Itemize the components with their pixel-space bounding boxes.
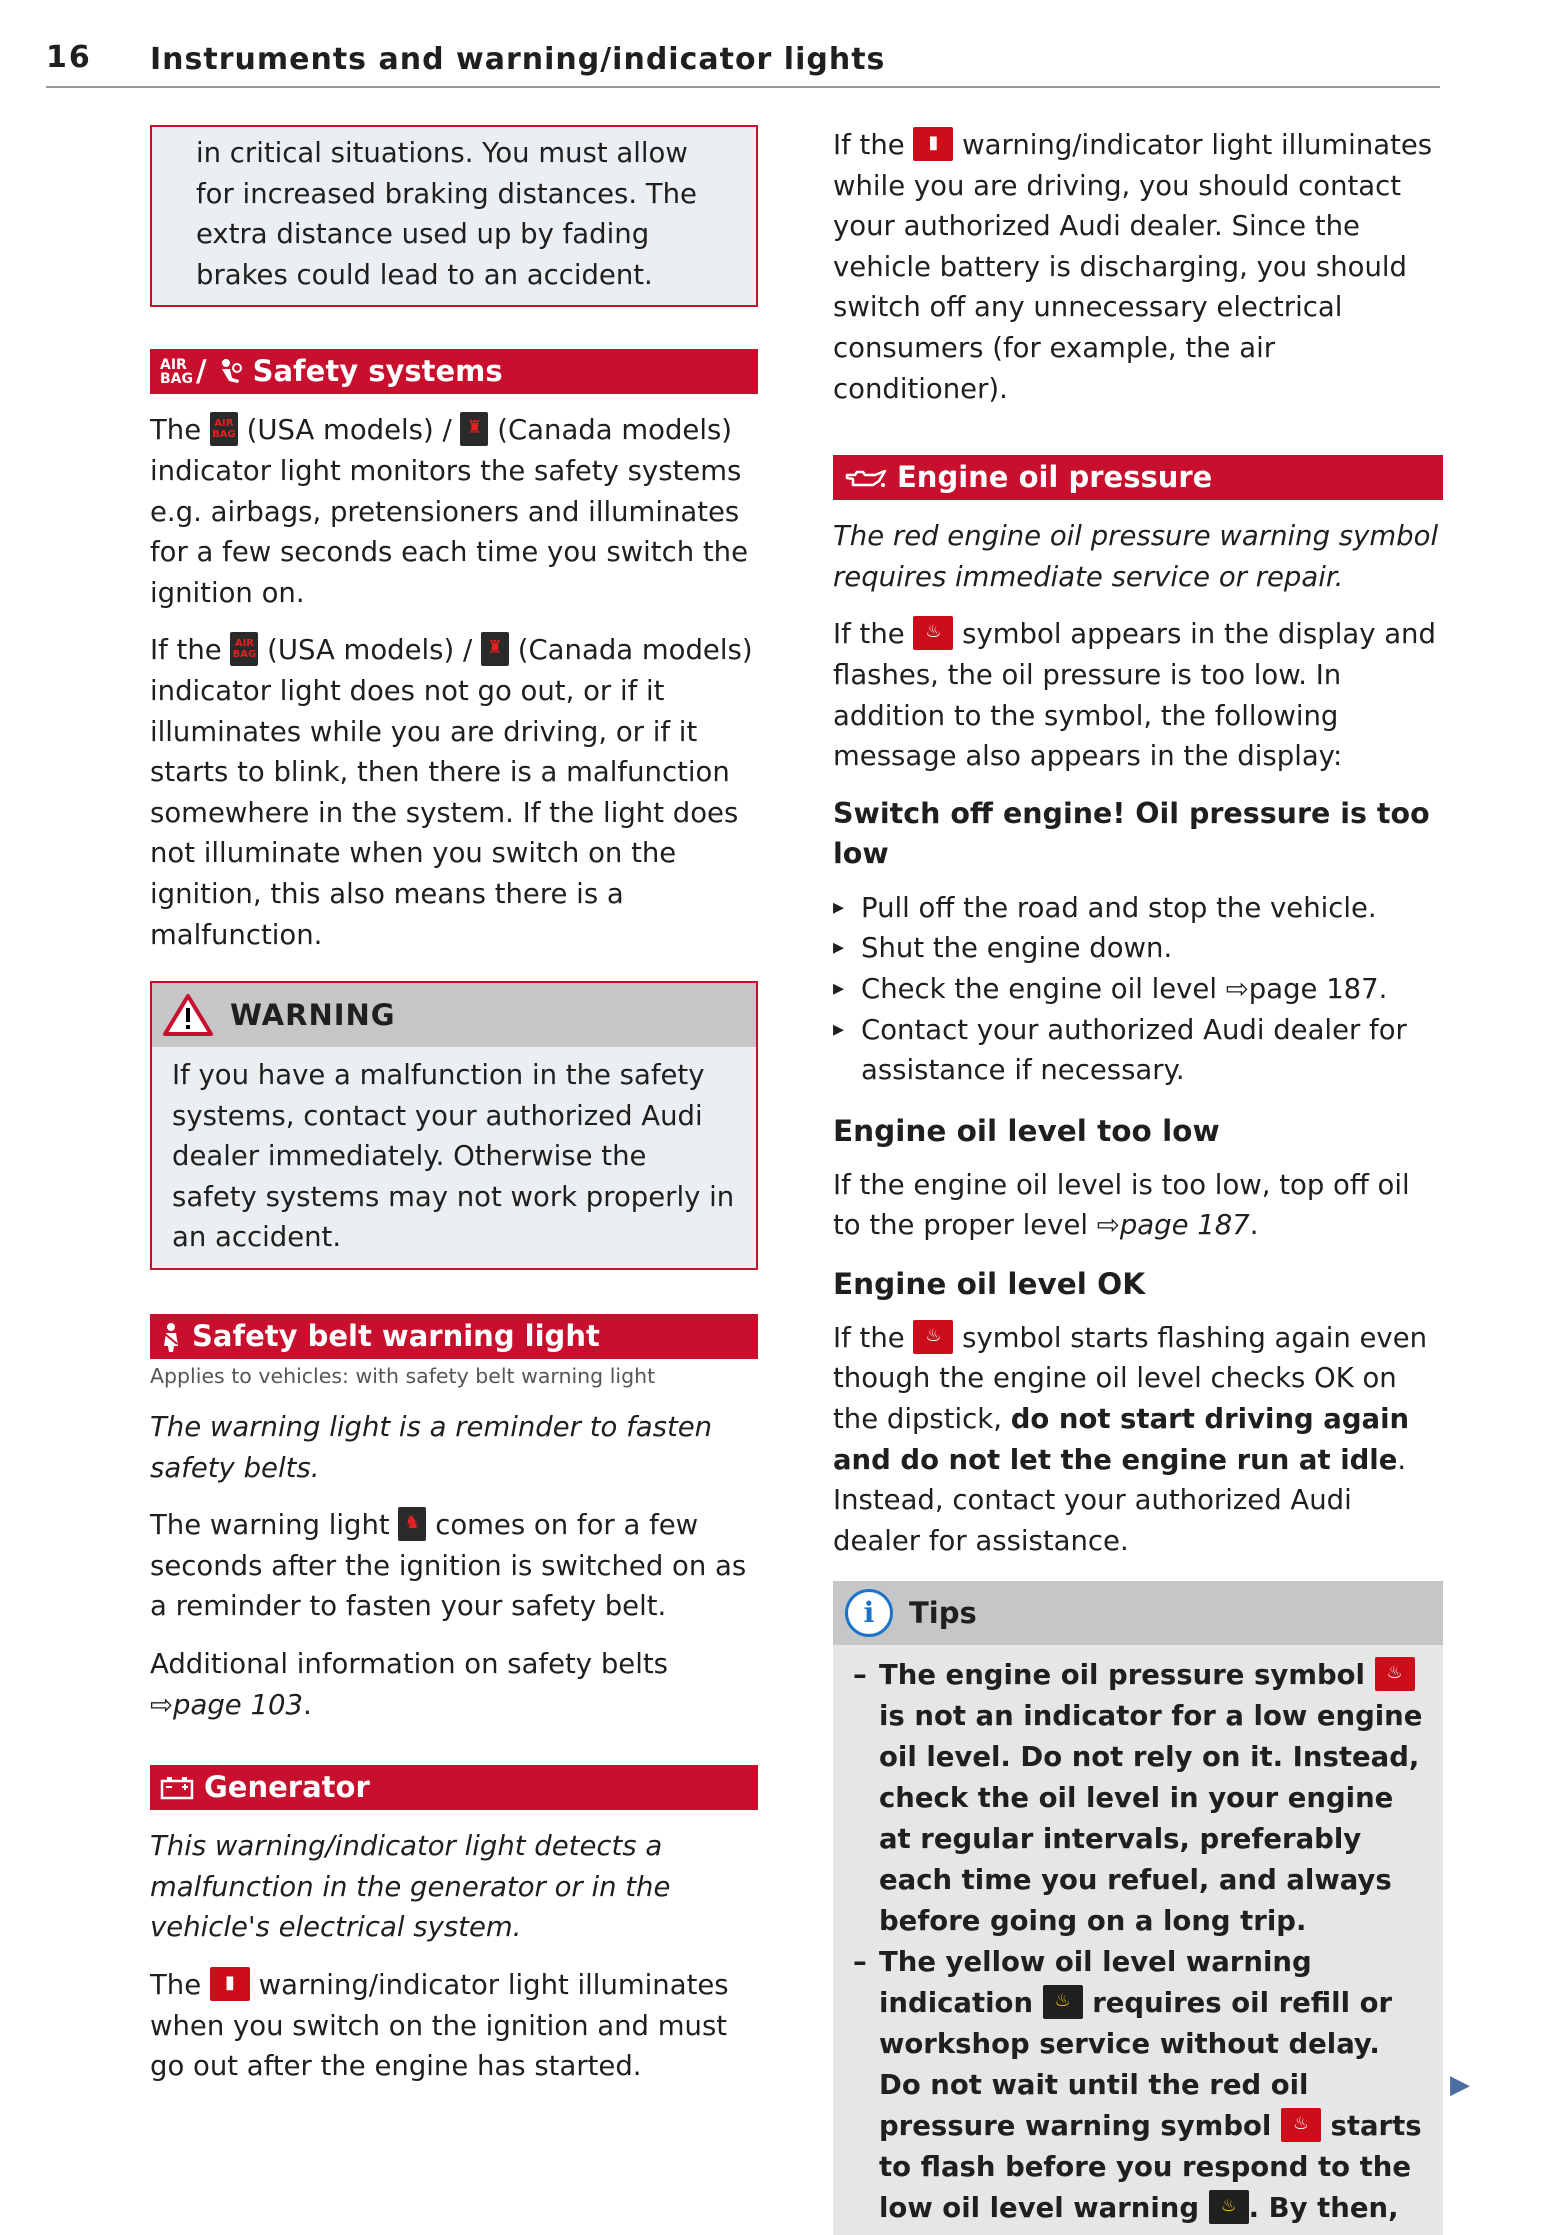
left-column [150,125,758,2104]
oil-lead: The red engine oil pressure warning symbol requires immediate service or repair. [833,520,1439,593]
oil-level-yellow-icon: ♨ [1209,2190,1249,2224]
continue-arrow-icon: ▶ [1450,2070,1470,2100]
brake-caution-text: in critical situations. You must allow for increased braking distances. The extra distance used up by fading brakes could lead to an accident. [196,137,697,291]
tips-label: Tips [909,1596,977,1631]
page-title: Instruments and warning/indicator lights [150,42,886,77]
oil-pressure-icon: ♨ [1281,2108,1321,2142]
section-generator-title: Generator [204,1770,370,1805]
oil-p1: If the ♨ symbol appears in the display and flashes, the oil pressure is too low. In addition to the symbol, the following message also appears in the display: [833,618,1436,773]
section-engine-oil-pressure [833,455,1443,500]
safety-systems-p1: The AIR BAG (USA models) / ♜ (Canada models) indicator light monitors the safety systems e.g. airbags, pretensioners and illuminates for a few seconds each time you switch the ignition on. [150,414,748,609]
oil-pressure-icon: ♨ [1375,1657,1415,1691]
slash: / [196,354,207,389]
generator-lead: This warning/indicator light detects a malfunction in the generator or in the vehicle's electrical system. [150,1830,671,1944]
section-generator [150,1765,758,1810]
page-header [46,40,1440,88]
section-safety-systems-title: Safety systems [252,354,503,389]
section-engine-oil-pressure-title: Engine oil pressure [897,460,1213,495]
tip-item: – The engine oil pressure symbol ♨ is not an indicator for a low engine oil level. Do not rely on it. Instead, check the oil level in your engine at regular intervals, preferably each time you refuel, and always before going on a long trip. [853,1659,1423,1938]
list-item: ▸ Check the engine oil level ⇨page 187. [833,969,1443,1010]
oil-message: Switch off engine! Oil pressure is too low [833,796,1430,870]
warning-text: If you have a malfunction in the safety systems, contact your authorized Audi dealer immediately. Otherwise the safety systems may not work properly in an accident. [172,1059,735,1254]
section-safety-systems [150,349,758,394]
warning-triangle-icon [162,993,214,1037]
oil-pressure-icon: ♨ [913,1320,953,1354]
tips-header [833,1581,1443,1645]
warning-label: WARNING [230,998,396,1033]
airbag-canada-icon: ♜ [481,632,509,666]
airbag-icon: AIR BAG [160,356,193,387]
generator-p1: The ▮ warning/indicator light illuminates when you switch on the ignition and must go out after the engine has started. [150,1969,729,2083]
page-number: 16 [46,40,92,75]
warning-box [150,981,758,1270]
airbag-usa-icon: AIR BAG [210,412,238,446]
safety-systems-p2: If the AIR BAG (USA models) / ♜ (Canada models) indicator light does not go out, or if it illuminates while you are driving, or if it starts to blink, then there is a malfunction somewhere in the system. If the light does not illuminate when you switch on the ignition, this also means there is a malfunction. [150,634,753,951]
battery-warning-icon: ▮ [210,1967,250,2001]
warning-header [152,983,756,1047]
list-item: ▸ Pull off the road and stop the vehicle. [833,888,1443,929]
tips-body [833,1645,1443,2235]
safety-belt-lead: The warning light is a reminder to fasten safety belts. [150,1411,713,1484]
oil-low-text: If the engine oil level is too low, top off oil to the proper level ⇨page 187. [833,1168,1410,1242]
safety-belt-p1: The warning light ♞ comes on for a few seconds after the ignition is switched on as a reminder to fasten your safety belt. [150,1509,747,1623]
section-safety-belt [150,1314,758,1359]
seat-occupant-icon [217,358,243,386]
list-item: ▸ Contact your authorized Audi dealer for assistance if necessary. [833,1010,1443,1091]
tips-box [833,1581,1443,2235]
oil-steps [833,888,1443,1091]
oil-level-yellow-icon: ♨ [1043,1985,1083,2019]
battery-icon [160,1776,194,1800]
oil-ok-heading: Engine oil level OK [833,1266,1146,1301]
oil-can-icon [843,466,887,490]
airbag-canada-icon: ♜ [460,412,488,446]
safety-belt-p2: Additional information on safety belts ⇨page 103. [150,1648,668,1721]
brake-caution-box [150,125,758,307]
section-safety-belt-title: Safety belt warning light [192,1319,600,1354]
list-item: ▸ Shut the engine down. [833,928,1443,969]
right-column [833,125,1443,2235]
warning-body [152,1047,756,1268]
info-icon: i [845,1589,893,1637]
tip-item: – The yellow oil level warning indication ♨ requires oil refill or workshop service without delay. Do not wait until the red oil pressure warning symbol ♨ starts to flash before you respond to the low oil level warning ♨ . By then, [853,1946,1422,2225]
seatbelt-warning-icon: ♞ [398,1507,426,1541]
oil-low-heading: Engine oil level too low [833,1113,1220,1148]
page-103-link[interactable]: ⇨page 103 [150,1688,303,1721]
seatbelt-icon [160,1322,182,1352]
applies-note: Applies to vehicles: with safety belt warning light [150,1364,656,1389]
generator-continued: If the ▮ warning/indicator light illuminates while you are driving, you should contact your authorized Audi dealer. Since the vehicle battery is discharging, you should switch off any unnecessary electrical consumers (for example, the air conditioner). [833,129,1433,405]
oil-ok-text: If the ♨ symbol starts flashing again even though the engine oil level checks OK on the dipstick, do not start driving again and do not let the engine run at idle. Instead, contact your authorized Audi dealer for assistance. [833,1321,1428,1557]
airbag-usa-icon: AIR BAG [230,632,258,666]
oil-pressure-icon: ♨ [913,616,953,650]
page-187-link[interactable]: ⇨page 187 [1096,1209,1250,1242]
battery-warning-icon: ▮ [913,127,953,161]
